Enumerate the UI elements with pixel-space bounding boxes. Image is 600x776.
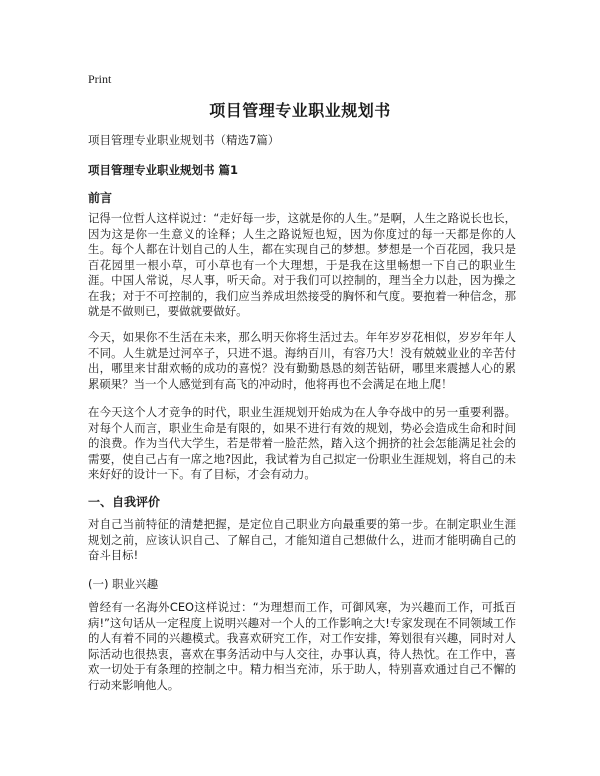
subtitle: 项目管理专业职业规划书（精选7篇） <box>88 133 280 147</box>
self-evaluation-heading: 一、自我评价 <box>88 495 161 509</box>
paragraph-2: 今天，如果你不生活在未来，那么明天你将生活过去。年年岁岁花相似，岁岁年年人不同。人生就是过河卒子，只进不退。海纳百川，有容乃大！没有兢兢业业的辛苦付出，哪里来甘甜欢畅的成功的喜悦？没有勤勤恳恳的刻苦钻研，哪里来震撼人心的累累硕果？当一个人感觉到有高飞的冲动时，他将再也不会满足在地上爬！ <box>88 330 516 391</box>
page-title: 项目管理专业职业规划书 <box>209 101 391 120</box>
preface-heading: 前言 <box>88 191 113 205</box>
paragraph-4: 对自己当前特征的清楚把握，是定位自己职业方向最重要的第一步。在制定职业生涯规划之前，应该认识自己、了解自己，才能知道自己想做什么，进而才能明确自己的奋斗目标! <box>88 517 516 562</box>
paragraph-5: 曾经有一名海外CEO这样说过：“为理想而工作，可御风寒，为兴趣而工作，可抵百病!”这句话从一定程度上说明兴趣对一个人的工作影响之大!专家发现在不同领域工作的人有着不同的兴趣模式。我喜欢研究工作，对工作安排，筹划很有兴趣，同时对人际活动也很热衷，喜欢在事务活动中与人交往，办事认真，待人热忱。在工作中，喜欢一切处于有条理的控制之中。精力相当充沛，乐于助人，特别喜欢通过自己不懈的行动来影响他人。 <box>88 600 516 692</box>
career-interest-heading: (一) 职业兴趣 <box>88 577 159 591</box>
section-title: 项目管理专业职业规划书 篇1 <box>88 163 239 177</box>
paragraph-1: 记得一位哲人这样说过：“走好每一步，这就是你的人生。”是啊，人生之路说长也长，因为这是你一生意义的诠释；人生之路说短也短，因为你度过的每一天都是你的人生。每个人都在计划自己的人生，都在实现自己的梦想。梦想是一个百花园，我只是百花园里一根小草，可小草也有一个大理想，于是我在这里畅想一下自己的职业生涯。中国人常说，尽人事，听天命。对于我们可以控制的，理当全力以赴，因为操之在我；对于不可控制的，我们应当养成坦然接受的胸怀和气度。要抱着一种信念，那就是不做则已，要做就要做好。 <box>88 211 516 318</box>
print-link[interactable]: Print <box>88 72 112 86</box>
paragraph-3: 在今天这个人才竞争的时代，职业生涯规划开始成为在人争夺战中的另一重要利器。对每个人而言，职业生命是有限的，如果不进行有效的规划，势必会造成生命和时间的浪费。作为当代大学生，若是带着一脸茫然，踏入这个拥挤的社会怎能满足社会的需要，使自己占有一席之地?因此，我试着为自己拟定一份职业生涯规划，将自己的未来好好的设计一下。有了目标，才会有动力。 <box>88 405 516 481</box>
